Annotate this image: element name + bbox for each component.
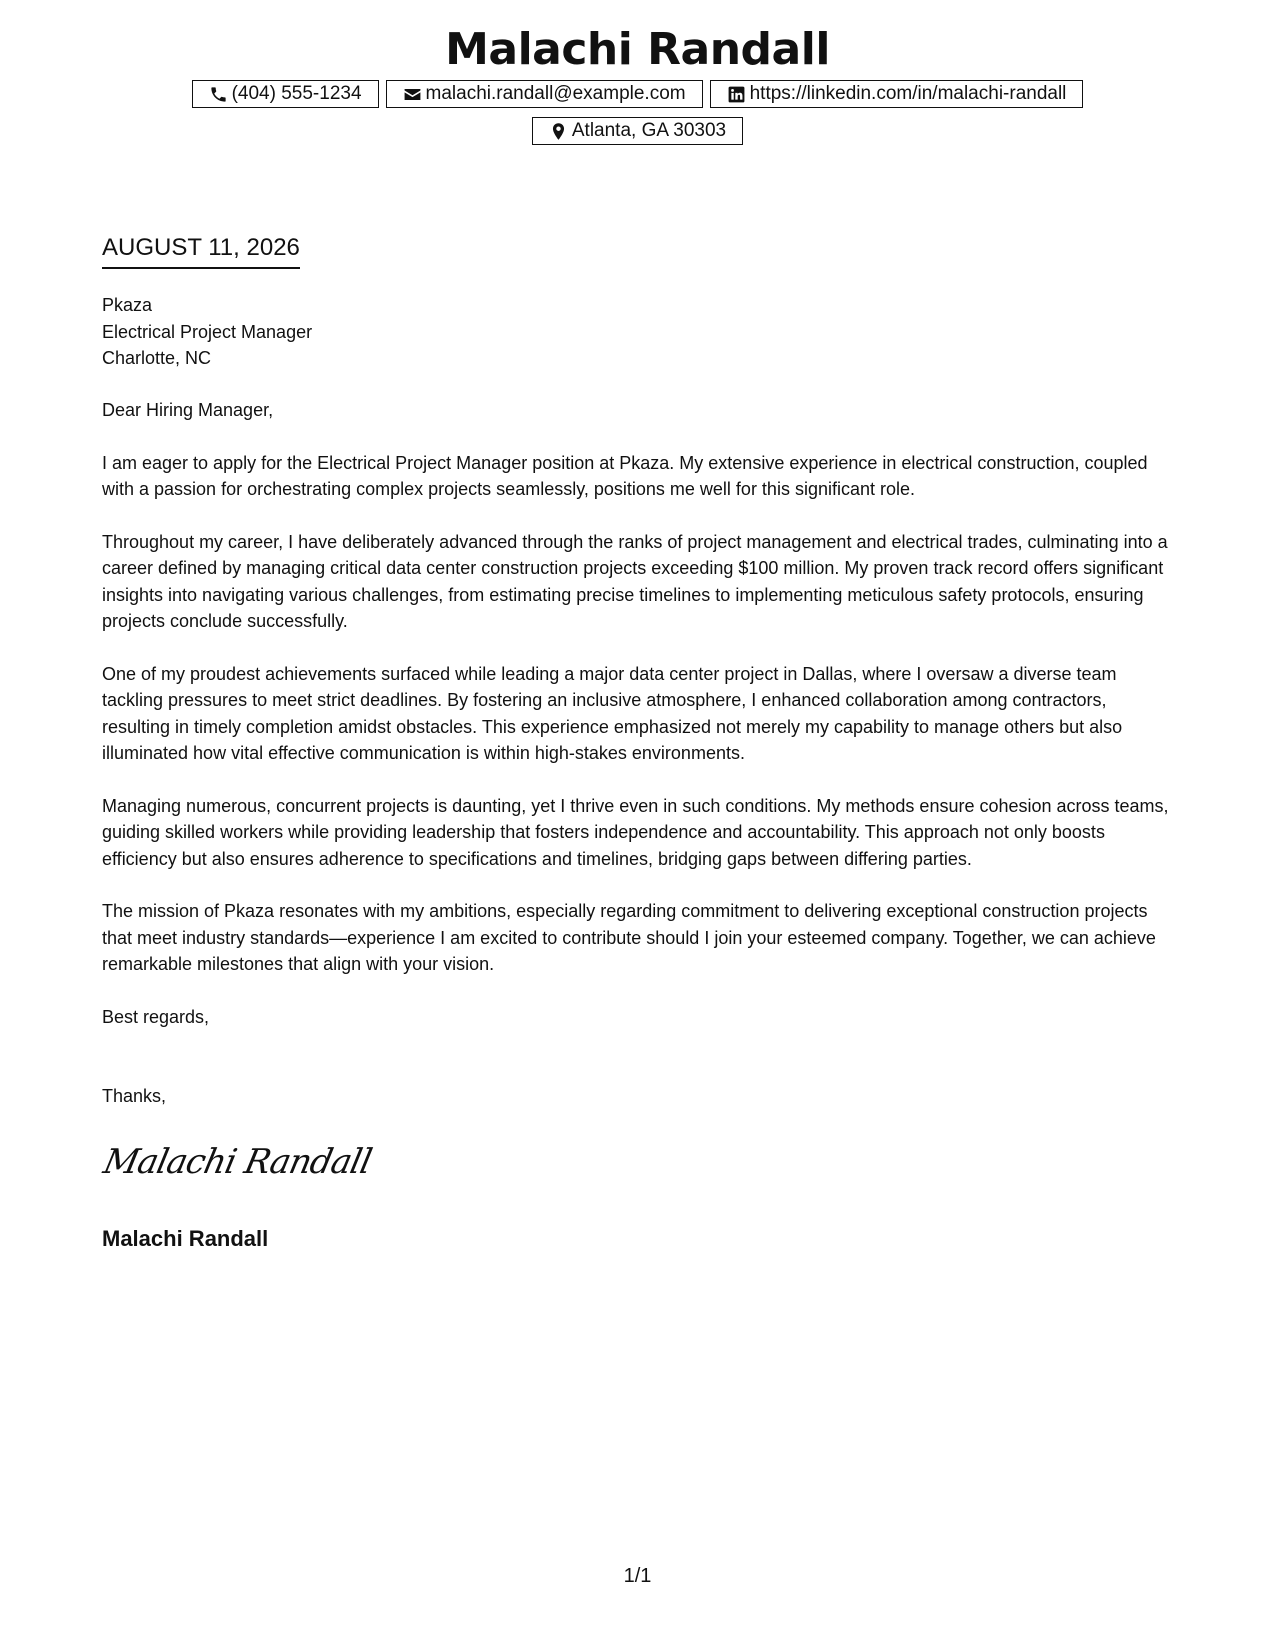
letter-paragraph: Throughout my career, I have deliberately advanced through the ranks of project management and electrical trades, culminating into a career defined by managing critical data center construction projects exceeding $100 million. My proven track record offers significant insights into navigating various challenges, from estimating precise timelines to implementing meticulous safety protocols, ensuring projects conclude successfully. (102, 531, 1168, 631)
phone-icon (209, 85, 228, 104)
recipient-company: Pkaza (102, 295, 153, 315)
letter-paragraph: Managing numerous, concurrent projects is daunting, yet I thrive even in such conditions. My methods ensure cohesion across teams, guiding skilled workers while providing leadership that fosters independence and accountability. This approach not only boosts efficiency but also ensures adherence to specifications and timelines, bridging gaps between differing parties. (102, 795, 1169, 869)
letter-body (102, 397, 1177, 1056)
letter-paragraph: One of my proudest achievements surfaced while leading a major data center project in Dallas, where I oversaw a diverse team tackling pressures to meet strict deadlines. By fostering an inclusive atmosphere, I enhanced collaboration among contractors, resulting in timely completion amidst obstacles. This experience emphasized not merely my capability to manage others but also illuminated how vital effective communication is within high-stakes environments. (102, 663, 1123, 763)
linkedin-icon (727, 85, 746, 104)
contact-email[interactable] (386, 80, 703, 108)
letter-paragraph: I am eager to apply for the Electrical Project Manager position at Pkaza. My extensive experience in electrical construction, coupled with a passion for orchestrating complex projects seamlessly, positions me well for this significant role. (102, 452, 1148, 499)
location-row (0, 117, 1275, 145)
letter-paragraph: The mission of Pkaza resonates with my ambitions, especially regarding commitment to delivering exceptional construction projects that meet industry standards—experience I am excited to contribute should I join your esteemed company. Together, we can achieve remarkable milestones that align with your vision. (102, 901, 1156, 974)
location-text: Atlanta, GA 30303 (571, 120, 727, 141)
recipient-position: Electrical Project Manager (102, 321, 313, 342)
contact-location (532, 117, 743, 145)
closing: Best regards, (102, 1006, 210, 1027)
salutation: Dear Hiring Manager, (102, 400, 274, 420)
phone-text: (404) 555-1234 (231, 83, 362, 104)
applicant-name: Malachi Randall (445, 24, 830, 75)
linkedin-text: https://linkedin.com/in/malachi-randall (749, 83, 1067, 104)
contact-row (0, 80, 1275, 108)
contact-phone[interactable] (192, 80, 379, 108)
thanks-line: Thanks, (102, 1086, 167, 1106)
envelope-icon (403, 85, 422, 104)
recipient-location: Charlotte, NC (102, 348, 212, 368)
page-number: 1/1 (623, 1565, 652, 1587)
email-text: malachi.randall@example.com (425, 83, 686, 104)
recipient-block (102, 292, 312, 372)
signer-name: Malachi Randall (102, 1226, 269, 1251)
contact-linkedin[interactable] (710, 80, 1084, 108)
letter-date: AUGUST 11, 2026 (102, 234, 300, 269)
map-pin-icon (549, 122, 568, 141)
handwritten-signature: Malachi Randall (100, 1142, 375, 1182)
